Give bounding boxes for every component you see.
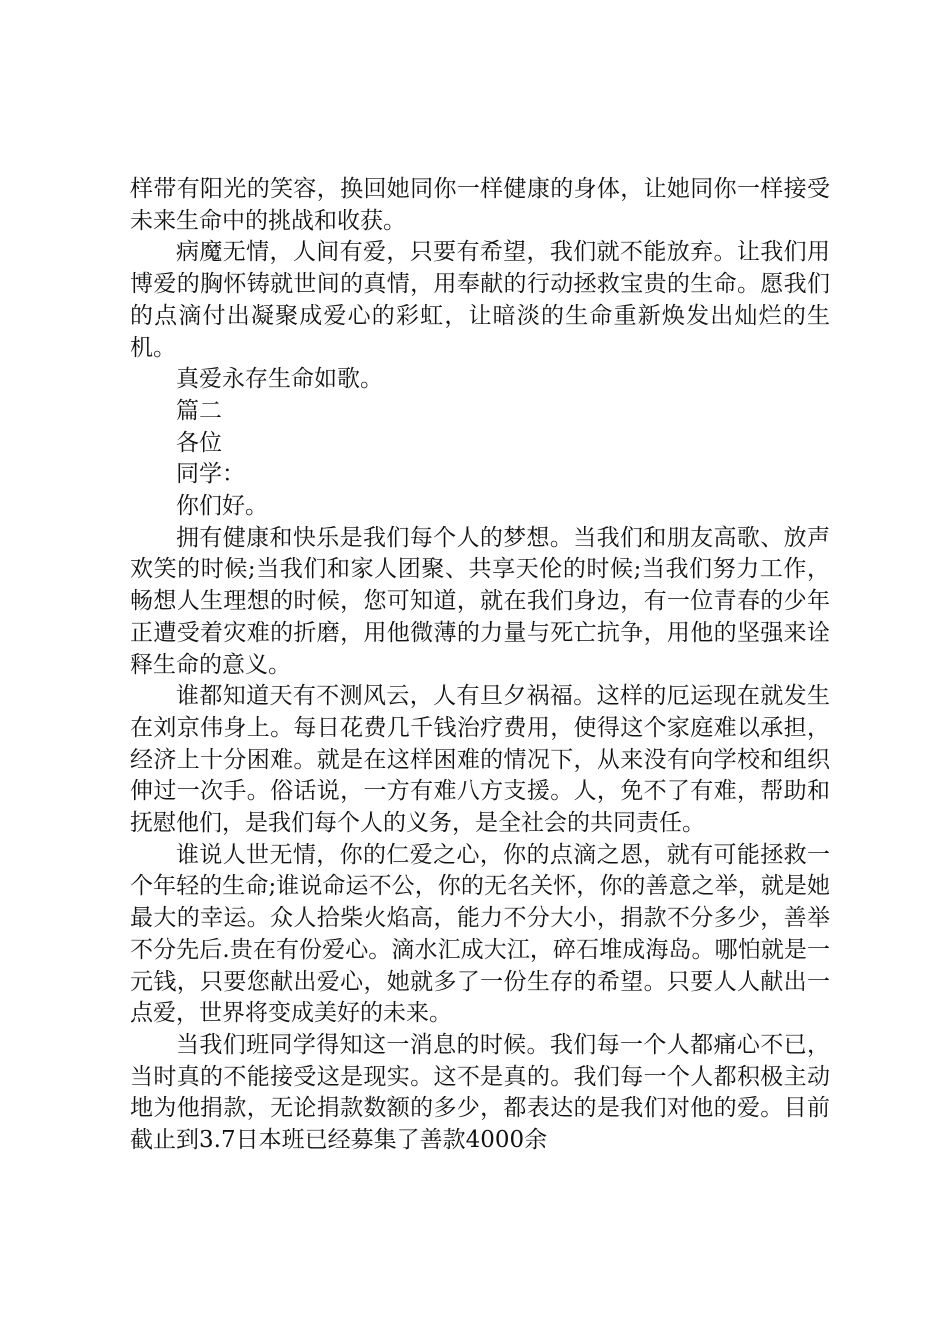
paragraph-5: 当我们班同学得知这一消息的时候。我们每一个人都痛心不已，当时真的不能接受这是现实。这不是真的。我们每一个人都积极主动地为他捐款，无论捐款数额的多少，都表达的是我们对他的爱。目前截止到3.7日本班已经募集了善款4000余 (130, 1031, 830, 1154)
paragraph-3: 谁都知道天有不测风云，人有旦夕祸福。这样的厄运现在就发生在刘京伟身上。每日花费几千钱治疗费用，使得这个家庭难以承担，经济上十分困难。就是在这样困难的情况下，从来没有向学校和组织伸过一次手。俗话说，一方有难八方支援。人，免不了有难，帮助和抚慰他们，是我们每个人的义务，是全社会的共同责任。 (130, 683, 830, 837)
paragraph-4: 谁说人世无情，你的仁爱之心，你的点滴之恩，就有可能拯救一个年轻的生命;谁说命运不公，你的无名关怀，你的善意之举，就是她最大的幸运。众人拾柴火焰高，能力不分大小，捐款不分多少，善举不分先后.贵在有份爱心。滴水汇成大江，碎石堆成海岛。哪怕就是一元钱，只要您献出爱心，她就多了一份生存的希望。只要人人献出一点爱，世界将变成美好的未来。 (130, 841, 830, 1027)
section-heading: 篇二 (176, 397, 222, 424)
paragraph-1: 病魔无情，人间有爱，只要有希望，我们就不能放弃。让我们用博爱的胸怀铸就世间的真情，用奉献的行动拯救宝贵的生命。愿我们的点滴付出凝聚成爱心的彩虹，让暗淡的生命重新焕发出灿烂的生机。 (130, 239, 830, 361)
closing-line: 真爱永存生命如歌。 (176, 366, 383, 393)
salutation-1: 各位 (176, 429, 222, 456)
opening-paragraph: 样带有阳光的笑容，换回她同你一样健康的身体，让她同你一样接受未来生命中的挑战和收获。 (130, 176, 830, 234)
paragraph-2: 拥有健康和快乐是我们每个人的梦想。当我们和朋友高歌、放声欢笑的时候;当我们和家人团聚、共享天伦的时候;当我们努力工作，畅想人生理想的时候，您可知道，就在我们身边，有一位青春的少年正遭受着灾难的折磨，用他微薄的力量与死亡抗争，用他的坚强来诠释生命的意义。 (130, 524, 830, 678)
document-body (130, 174, 830, 1157)
salutation-2: 同学： (176, 461, 245, 488)
greeting: 你们好。 (176, 493, 268, 520)
